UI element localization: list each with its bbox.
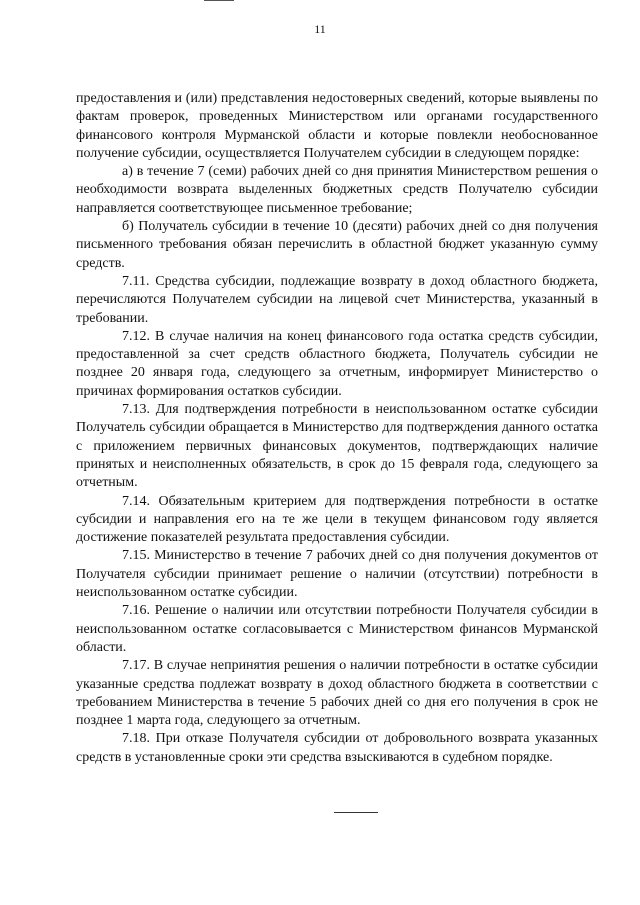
paragraph-7-13: 7.13. Для подтверждения потребности в неиспользованном остатке субсидии Получатель субсидии обращается в Министерство для подтверждения данного остатка с приложением первичных финансовых документов, подтверждающих наличие принятых и неисполненных обязательств, в срок до 15 февраля года, следующего за отчетным. (76, 402, 598, 491)
page-number: 11 (314, 22, 326, 36)
paragraph-7-18: 7.18. При отказе Получателя субсидии от добровольного возврата указанных средств в установленные сроки эти средства взыскиваются в судебном порядке. (76, 731, 598, 765)
end-of-text-rule (334, 812, 378, 813)
paragraph-7-14: 7.14. Обязательным критерием для подтверждения потребности в остатке субсидии и направления его на те же цели в текущем финансовом году является достижение показателей результата предоставления субсидии. (76, 493, 598, 546)
paragraph-7-12: 7.12. В случае наличия на конец финансового года остатка средств субсидии, предоставленной за счет средств областного бюджета, Получатель субсидии не позднее 20 января года, следующего за отчетным, информирует Министерство о причинах формирования остатков субсидии. (76, 328, 598, 399)
paragraph-7-16: 7.16. Решение о наличии или отсутствии потребности Получателя субсидии в неиспользованном остатке согласовывается с Министерством финансов Мурманской области. (76, 603, 598, 655)
paragraph-item-b: б) Получатель субсидии в течение 10 (десяти) рабочих дней со дня получения письменного требования обязан перечислить в областной бюджет указанную сумму средств. (76, 219, 598, 271)
top-edge-mark (204, 0, 234, 1)
paragraph-7-11: 7.11. Средства субсидии, подлежащие возврату в доход областного бюджета, перечисляются Получателем субсидии на лицевой счет Министерства, указанный в требовании. (76, 273, 598, 326)
paragraph-7-17: 7.17. В случае непринятия решения о наличии потребности в остатке субсидии указанные средства подлежат возврату в доход областного бюджета в соответствии с требованием Министерства в течение 5 рабочих дней со дня его получения в срок не позднее 1 марта года, следующего за отчетным. (76, 658, 598, 729)
paragraph-item-a: а) в течение 7 (семи) рабочих дней со дня принятия Министерством решения о необходимости возврата выделенных бюджетных средств Получателю субсидии направляется соответствующее письменное требование; (76, 164, 598, 216)
paragraph-7-15: 7.15. Министерство в течение 7 рабочих дней со дня получения документов от Получателя субсидии принимает решение о наличии (отсутствии) потребности в неиспользованном остатке субсидии. (76, 548, 598, 601)
document-body (76, 90, 598, 767)
paragraph-continuation: предоставления и (или) представления недостоверных сведений, которые выявлены по фактам проверок, проведенных Министерством или органами государственного финансового контроля Мурманской области и которые повлекли необоснованное получение субсидии, осуществляется Получателем субсидии в следующем порядке: (76, 91, 598, 161)
